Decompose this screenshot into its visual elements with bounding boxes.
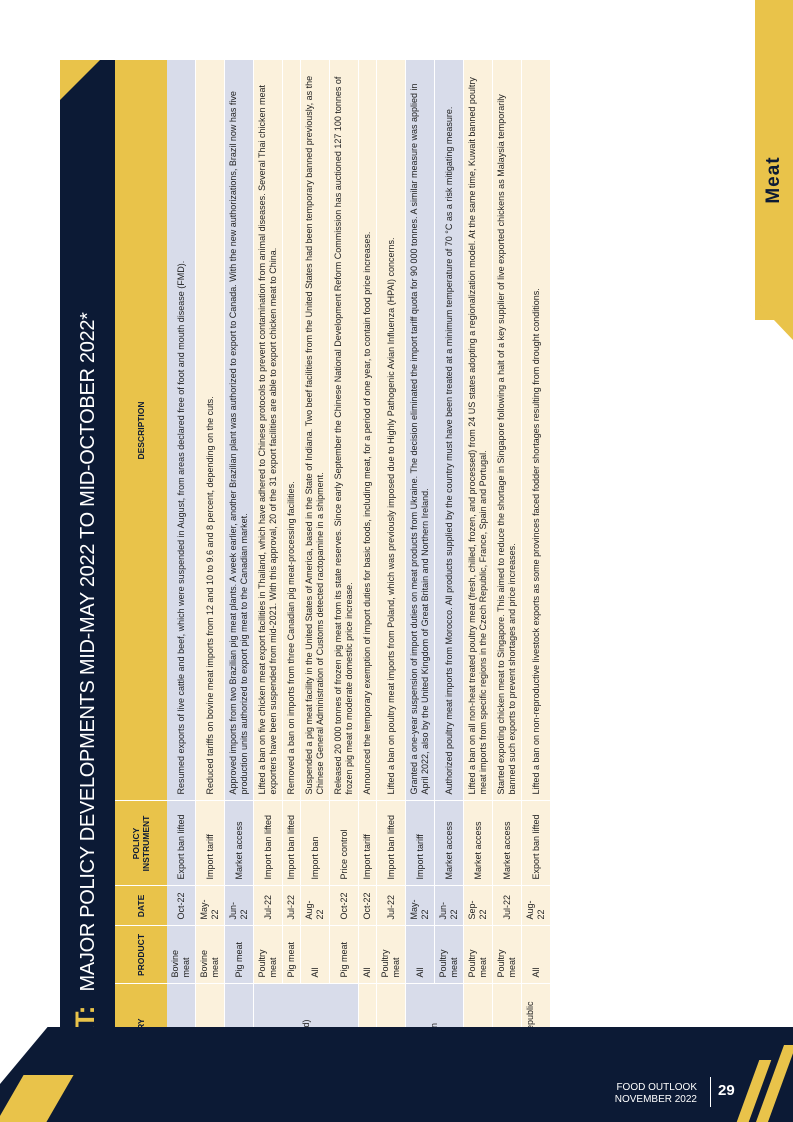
cell-instrument: Market access: [435, 801, 464, 886]
policy-table-block: [60, 60, 740, 1094]
cell-product: All: [301, 926, 330, 984]
cell-date: Jul-22: [254, 886, 283, 926]
table-row: [283, 60, 301, 1094]
table-row: [167, 60, 196, 1094]
cell-date: Aug-22: [301, 886, 330, 926]
table-header-row: [115, 60, 167, 1094]
table-row: [464, 60, 493, 1094]
cell-description: Approved imports from two Brazilian pig meat plants. A week earlier, another Brazilian plant was authorized to export to Canada. With the new authorizations, Brazil now has five production units authorized to export pig meat to the Canadian market.: [225, 60, 254, 801]
table-row: [225, 60, 254, 1094]
cell-product: Bovine meat: [196, 926, 225, 984]
table-row: [435, 60, 464, 1094]
cell-description: Started exporting chicken meat to Singapore. This aimed to reduce the shortage in Singapore following a halt of a key supplier of live exported chickens as Malaysia temporarily banned such exports to prevent shortages and price increases.: [493, 60, 522, 801]
cell-instrument: Price control: [330, 801, 359, 886]
cell-date: Oct-22: [167, 886, 196, 926]
footer-line-2: NOVEMBER 2022: [614, 1094, 697, 1105]
cell-description: Lifted a ban on non-reproductive livestock exports as some provinces faced fodder shortages resulting from drought conditions.: [522, 60, 551, 801]
cell-instrument: Market access: [464, 801, 493, 886]
cell-date: May-22: [196, 886, 225, 926]
policy-table: [115, 60, 551, 1095]
cell-date: Oct-22: [330, 886, 359, 926]
header-date: DATE: [115, 886, 167, 926]
cell-product: Pig meat: [225, 926, 254, 984]
cell-date: May-22: [406, 886, 435, 926]
cell-product: Pig meat: [283, 926, 301, 984]
cell-description: Reduced tariffs on bovine meat imports from 12 and 10 to 9.6 and 8 percent, depending on the cuts.: [196, 60, 225, 801]
cell-product: All: [522, 926, 551, 984]
section-tab-tip: [755, 300, 793, 340]
cell-product: All: [406, 926, 435, 984]
cell-instrument: Market access: [493, 801, 522, 886]
table-row: [406, 60, 435, 1094]
table-row: [522, 60, 551, 1094]
cell-product: Poultry meat: [435, 926, 464, 984]
header-description: DESCRIPTION: [115, 60, 167, 801]
cell-product: Pig meat: [330, 926, 359, 984]
cell-instrument: Import ban lifted: [377, 801, 406, 886]
table-row: [196, 60, 225, 1094]
cell-description: Announced the temporary exemption of import duties for basic foods, including meat, for a period of one year, to contain food price increases.: [359, 60, 377, 801]
cell-instrument: Import tariff: [359, 801, 377, 886]
cell-instrument: Import ban lifted: [283, 801, 301, 886]
cell-product: Poultry meat: [493, 926, 522, 984]
cell-product: Bovine meat: [167, 926, 196, 984]
cell-description: Suspended a pig meat facility in the United States of America, based in the State of Indiana. Two beef facilities from the United States had been temporary banned previously, as the Chinese General Administration of Customs detected ractopamine in a shipment.: [301, 60, 330, 801]
header-product: PRODUCT: [115, 926, 167, 984]
cell-product: Poultry meat: [464, 926, 493, 984]
cell-description: Granted a one-year suspension of import duties on meat products from Ukraine. The decision eliminated the import tariff quota for 90 000 tonnes. A similar measure was applied in April 2022, also by the United Kingdom of Great Britain and Northern Ireland.: [406, 60, 435, 801]
cell-date: Jul-22: [377, 886, 406, 926]
cell-description: Lifted a ban on all non-heat treated poultry meat (fresh, chilled, frozen, and processed) from 24 US states adopting a regionalization model. At the same time, Kuwait banned poultry meat imports from specific regions in the Czech Republic, France, Spain and Portugal.: [464, 60, 493, 801]
cell-instrument: Export ban lifted: [167, 801, 196, 886]
cell-instrument: Import tariff: [406, 801, 435, 886]
cell-description: Removed a ban on imports from three Canadian pig meat-processing facilities.: [283, 60, 301, 801]
cell-description: Resumed exports of live cattle and beef, which were suspended in August, from areas declared free of foot and mouth disease (FMD).: [167, 60, 196, 801]
cell-description: Lifted a ban on poultry meat imports from Poland, which was previously imposed due to Highly Pathogenic Avian Influenza (HPAI) concerns.: [377, 60, 406, 801]
cell-date: Jul-22: [493, 886, 522, 926]
table-row: [493, 60, 522, 1094]
cell-product: Poultry meat: [377, 926, 406, 984]
section-tab-label: Meat: [763, 156, 784, 204]
title-main: MAJOR POLICY DEVELOPMENTS MID-MAY 2022 TO MID-OCTOBER 2022*: [77, 312, 99, 992]
footer-band: [0, 1027, 793, 1122]
table-row: [377, 60, 406, 1094]
table-row: [359, 60, 377, 1094]
header-instrument: POLICY INSTRUMENT: [115, 801, 167, 886]
cell-instrument: Market access: [225, 801, 254, 886]
cell-description: Authorized poultry meat imports from Morocco. All products supplied by the country must have been treated at a minimum temperature of 70 °C as a risk mitigating measure.: [435, 60, 464, 801]
cell-instrument: Export ban lifted: [522, 801, 551, 886]
page-title: [70, 312, 101, 1086]
table-row: [330, 60, 359, 1094]
cell-product: Poultry meat: [254, 926, 283, 984]
footer-separator: [710, 1077, 711, 1107]
table-row: [301, 60, 330, 1094]
cell-instrument: Import ban lifted: [254, 801, 283, 886]
cell-description: Released 20 000 tonnes of frozen pig meat from its state reserves. Since early September the Chinese National Development Reform Commission has auctioned 127 100 tonnes of frozen pig meat to moderate domestic price increase.: [330, 60, 359, 801]
cell-date: Oct-22: [359, 886, 377, 926]
page-number: 29: [718, 1082, 735, 1099]
cell-date: Jun-22: [435, 886, 464, 926]
cell-date: Aug-22: [522, 886, 551, 926]
footer-line-1: FOOD OUTLOOK: [616, 1082, 697, 1093]
cell-product: All: [359, 926, 377, 984]
cell-date: Sep-22: [464, 886, 493, 926]
cell-date: Jul-22: [283, 886, 301, 926]
cell-instrument: Import tariff: [196, 801, 225, 886]
table-row: [254, 60, 283, 1094]
cell-description: Lifted a ban on five chicken meat export facilities in Thailand, which have adhered to Chinese protocols to prevent contamination from animal diseases. Several Thai chicken meat exporters have been suspended from mid-2021. With this approval, 20 of the 31 export facilities are able to export chicken meat to China.: [254, 60, 283, 801]
footer-publication: [615, 1082, 697, 1106]
cell-instrument: Import ban: [301, 801, 330, 886]
cell-date: Jun-22: [225, 886, 254, 926]
